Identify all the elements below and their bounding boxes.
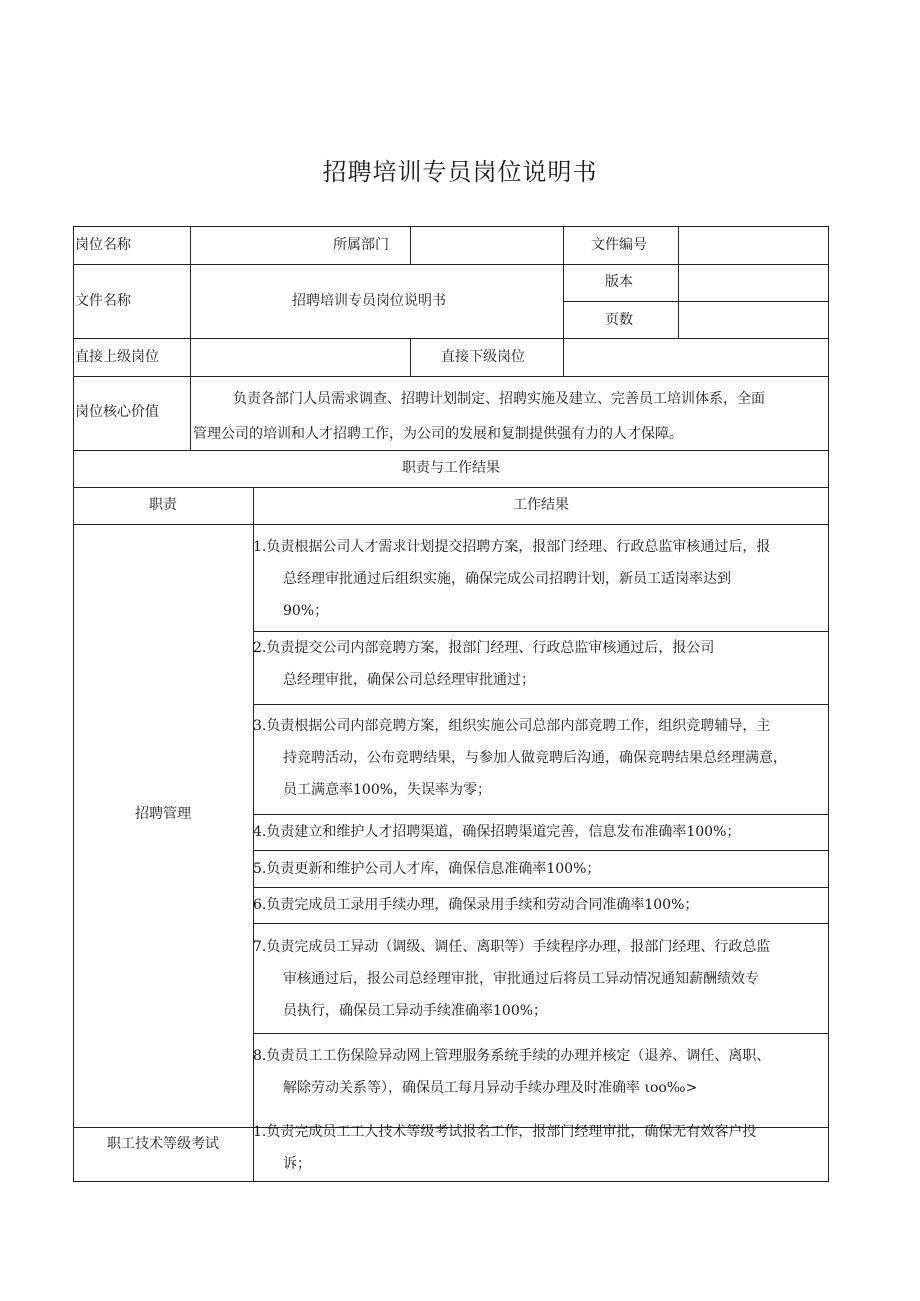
core-value-line2: 管理公司的培训和人才招聘工作，为公司的发展和复制提供强有力的人才保障。 [193, 426, 683, 442]
row-divider [253, 850, 829, 851]
job-description-table [73, 226, 829, 1182]
result-item-8: 8.负责员工工伤保险异动网上管理服务系统手续的办理并核定（退养、调任、离职、 解除劳动关系等），确保员工每月异动手续办理及时准确率 ιoo‰> [253, 1048, 771, 1096]
row-divider [73, 524, 829, 525]
row-divider [73, 450, 829, 451]
result-item-5: 5.负责更新和维护公司人才库，确保信息准确率100%； [253, 861, 601, 877]
core-value-line1: 负责各部门人员需求调查、招聘计划制定、招聘实施及建立、完善员工培训体系，全面 [233, 391, 765, 407]
department-label: 所属部门 [333, 237, 389, 253]
core-value-label: 岗位核心价值 [75, 404, 159, 420]
column-divider [190, 226, 191, 450]
column-divider [678, 226, 679, 338]
table-border-bottom [73, 1181, 829, 1182]
duty-skill-exam: 职工技术等级考试 [107, 1136, 219, 1152]
row-divider [563, 301, 829, 302]
row-divider [253, 923, 829, 924]
result-item-3: 3.负责根据公司内部竞聘方案，组织实施公司总部内部竞聘工作，组织竞聘辅导，主 持竞聘活动，公布竞聘结果，与参加人做竞聘后沟通，确保竞聘结果总经理满意， 员工满意率100%，失误率为零； [253, 718, 787, 798]
row-divider [73, 338, 829, 339]
version-label: 版本 [605, 274, 633, 290]
column-divider [563, 226, 564, 376]
row-divider [253, 814, 829, 815]
duty-recruitment: 招聘管理 [135, 806, 191, 822]
column-divider [410, 338, 411, 376]
result-item-6: 6.负责完成员工录用手续办理，确保录用手续和劳动合同准确率100%； [253, 897, 699, 913]
result-item-1: 1.负责根据公司人才需求计划提交招聘方案，报部门经理、行政总监审核通过后，报 总经理审批通过后组织实施，确保完成公司招聘计划，新员工适岗率达到 90%； [253, 539, 771, 619]
file-name-label: 文件名称 [75, 293, 131, 309]
page-title: 招聘培训专员岗位说明书 [322, 158, 598, 186]
row-divider [73, 376, 829, 377]
row-divider [73, 264, 829, 265]
table-border-right [828, 226, 829, 1182]
subordinate-label: 直接下级岗位 [441, 349, 525, 365]
superior-label: 直接上级岗位 [75, 349, 159, 365]
doc-number-label: 文件编号 [591, 237, 647, 253]
result-item-2: 2.负责提交公司内部竞聘方案，报部门经理、行政总监审核通过后，报公司 总经理审批，确保公司总经理审批通过； [253, 640, 715, 688]
section-heading: 职责与工作结果 [402, 460, 500, 476]
column-divider [410, 226, 411, 264]
column-header-result: 工作结果 [513, 497, 569, 513]
pages-label: 页数 [605, 312, 633, 328]
table-border-left [73, 226, 74, 1182]
row-divider [253, 887, 829, 888]
row-divider [253, 1033, 829, 1034]
column-header-duty: 职责 [149, 497, 177, 513]
post-name-label: 岗位名称 [75, 237, 131, 253]
file-name-value: 招聘培训专员岗位说明书 [292, 293, 446, 309]
table-border-top [73, 226, 829, 227]
result-item-7: 7.负责完成员工异动（调级、调任、离职等）手续程序办理，报部门经理、行政总监 审核通过后，报公司总经理审批，审批通过后将员工异动情况通知薪酬绩效专 员执行，确保员工异动手续准确率100%； [253, 939, 771, 1019]
row-divider [73, 487, 829, 488]
row-divider [253, 704, 829, 705]
result-item-4: 4.负责建立和维护人才招聘渠道，确保招聘渠道完善，信息发布准确率100%； [253, 824, 741, 840]
skill-result-item-1: 1.负责完成员工工人技术等级考试报名工作，报部门经理审批，确保无有效客户投 诉； [253, 1124, 757, 1172]
